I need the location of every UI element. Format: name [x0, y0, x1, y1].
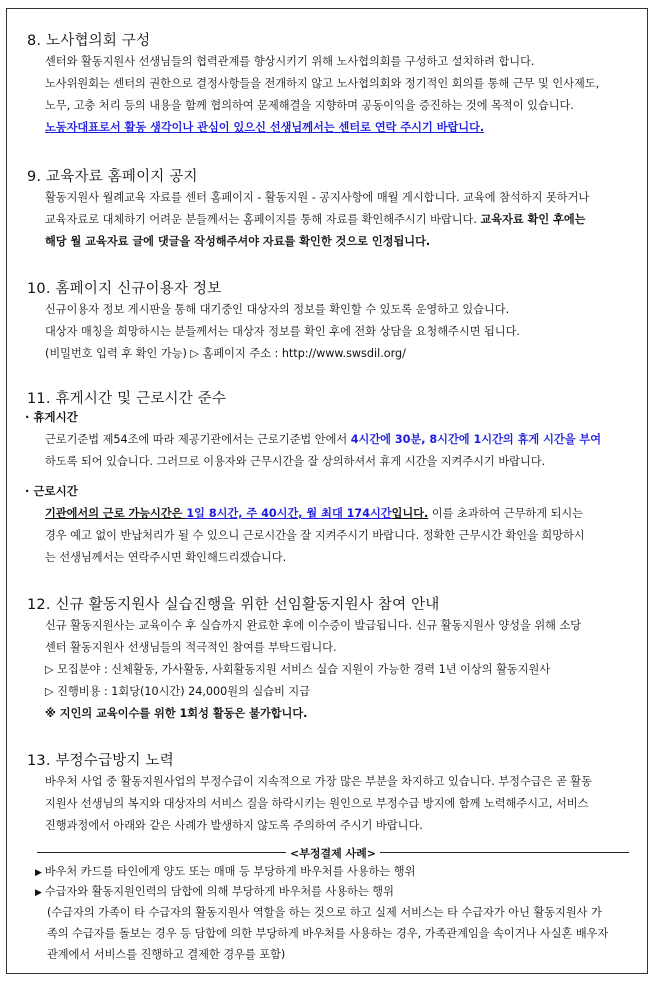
rest-time-label: 휴게시간	[33, 410, 78, 424]
triangle-bullet-icon: ▶	[35, 868, 45, 878]
fraud-cases-heading: <부정결제 사례>	[286, 845, 380, 861]
fraud-case-2	[35, 885, 633, 900]
section-9-line-3: 해당 월 교육자료 글에 댓글을 작성해주셔야 자료를 확인한 것으로 인정됩니다.	[45, 235, 431, 248]
fraud-case-2-detail-2: 족의 수급자를 돌보는 경우 등 담합에 의한 부당하게 바우처를 사용하는 경우, 가족관계임을 속이거나 사실혼 배우자	[47, 927, 609, 940]
section-12-note: ※ 지인의 교육이수를 위한 1회성 활동은 불가합니다.	[45, 707, 308, 720]
rest-line-1-text: 근로기준법 제54조에 따라 제공기관에서는 근로기준법 안에서	[45, 433, 351, 446]
fraud-case-1-text: 바우처 카드를 타인에게 양도 또는 매매 등 부당하게 바우처를 사용하는 행위	[44, 865, 416, 878]
section-8-line-3: 노무, 고충 처리 등의 내용을 함께 협의하여 문제해결을 지향하며 공동이익을 증진하는 것에 목적이 있습니다.	[45, 99, 574, 112]
rest-time-heading: · 휴게시간	[25, 410, 78, 424]
section-12-recruit-field: ▷ 모집분야 : 신체활동, 가사활동, 사회활동지원 서비스 실습 지원이 가능한 경력 1년 이상의 활동지원사	[45, 663, 551, 676]
section-13-line-2: 지원사 선생님의 복지와 대상자의 서비스 질을 하락시키는 원인으로 부정수급 방지에 함께 노력해주시고, 서비스	[45, 797, 589, 810]
section-8-title: 8. 노사협의회 구성	[27, 33, 151, 49]
section-9-line-1: 활동지원사 월례교육 자료를 센터 홈페이지 - 활동지원 - 공지사항에 매월 게시합니다. 교육에 참석하지 못하거나	[45, 191, 590, 204]
section-11-rest-line-2: 하도록 되어 있습니다. 그러므로 이용자와 근무시간을 잘 상의하셔서 휴게 시간을 지켜주시기 바랍니다.	[45, 455, 546, 468]
document-page	[6, 8, 648, 974]
section-13-line-1: 바우처 사업 중 활동지원사업의 부정수급이 지속적으로 가장 많은 부분을 차지하고 있습니다. 부정수급은 곧 활동	[45, 775, 592, 788]
fraud-case-2-detail-1: (수급자의 가족이 타 수급자의 활동지원사 역할을 하는 것으로 하고 실제 서비스는 타 수급자가 아닌 활동지원사 가	[47, 906, 602, 919]
section-9-line-2	[45, 213, 633, 227]
section-10-line-3: (비밀번호 입력 후 확인 가능) ▷ 홈페이지 주소 : http://www.swsdil.org/	[45, 347, 406, 360]
section-9-line-2-text: 교육자료로 대체하기 어려운 분들께서는 홈페이지를 통해 자료를 확인해주시기 바랍니다.	[45, 213, 481, 226]
section-10-title: 10. 홈페이지 신규이용자 정보	[27, 281, 222, 297]
fraud-case-2-detail-3: 관계에서 서비스를 진행하고 결제한 경우를 포함)	[47, 948, 286, 961]
rest-line-1-highlight: 4시간에 30분, 8시간에 1시간의 휴게 시간을 부여	[350, 433, 602, 446]
section-11-title: 11. 휴게시간 및 근로시간 준수	[27, 391, 227, 407]
fraud-cases-divider	[37, 845, 629, 859]
work-line-1-end: 입니다.	[391, 507, 429, 520]
work-line-1-rest: 이를 초과하여 근무하게 되시는	[428, 507, 584, 520]
section-12-cost: ▷ 진행비용 : 1회당(10시간) 24,000원의 실습비 지급	[45, 685, 311, 698]
section-13-line-3: 진행과정에서 아래와 같은 사례가 발생하지 않도록 주의하여 주시기 바랍니다.	[45, 819, 423, 832]
section-12-line-1: 신규 활동지원사는 교육이수 후 실습까지 완료한 후에 이수증이 발급됩니다. 신규 활동지원사 양성을 위해 소당	[45, 619, 582, 632]
section-10-line-2: 대상자 매칭을 희망하시는 분들께서는 대상자 정보를 확인 후에 전화 상담을 요청해주시면 됩니다.	[45, 325, 520, 338]
section-8-line-2: 노사위원회는 센터의 권한으로 결정사항들을 전개하지 않고 노사협의회와 정기적인 회의를 통해 근무 및 인사제도,	[45, 77, 600, 90]
fraud-case-1	[35, 865, 633, 880]
section-11-work-line-2: 경우 예고 없이 반납처리가 될 수 있으니 근로시간을 잘 지켜주시기 바랍니다. 정확한 근무시간 확인을 희망하시	[45, 529, 585, 542]
section-10-line-1: 신규이용자 정보 게시판을 통해 대기중인 대상자의 정보를 확인할 수 있도록 운영하고 있습니다.	[45, 303, 510, 316]
section-9-line-2-bold: 교육자료 확인 후에는	[480, 213, 586, 226]
section-8-contact-notice: 노동자대표로서 활동 생각이나 관심이 있으신 선생님께서는 센터로 연락 주시기 바랍니다.	[45, 121, 485, 134]
section-8-line-1: 센터와 활동지원사 선생님들의 협력관계를 향상시키기 위해 노사협의회를 구성하고 설치하려 합니다.	[45, 55, 535, 68]
fraud-case-2-text: 수급자와 활동지원인력의 담합에 의해 부당하게 바우처를 사용하는 행위	[44, 885, 394, 898]
section-12-line-2: 센터 활동지원사 선생님들의 적극적인 참여를 부탁드립니다.	[45, 641, 337, 654]
work-time-label: 근로시간	[33, 484, 78, 498]
section-11-rest-line-1	[45, 433, 633, 447]
work-line-1-text: 기관에서의 근로 가능시간은	[45, 507, 187, 520]
work-line-1-highlight: 1일 8시간, 주 40시간, 월 최대 174시간	[186, 507, 392, 520]
section-13-title: 13. 부정수급방지 노력	[27, 753, 174, 769]
triangle-bullet-icon: ▶	[35, 888, 45, 898]
section-11-work-line-1	[45, 507, 633, 521]
section-12-title: 12. 신규 활동지원사 실습진행을 위한 선임활동지원사 참여 안내	[27, 597, 440, 613]
section-9-title: 9. 교육자료 홈페이지 공지	[27, 169, 198, 185]
work-time-heading: · 근로시간	[25, 484, 78, 498]
section-11-work-line-3: 는 선생님께서는 연락주시면 확인해드리겠습니다.	[45, 551, 287, 564]
